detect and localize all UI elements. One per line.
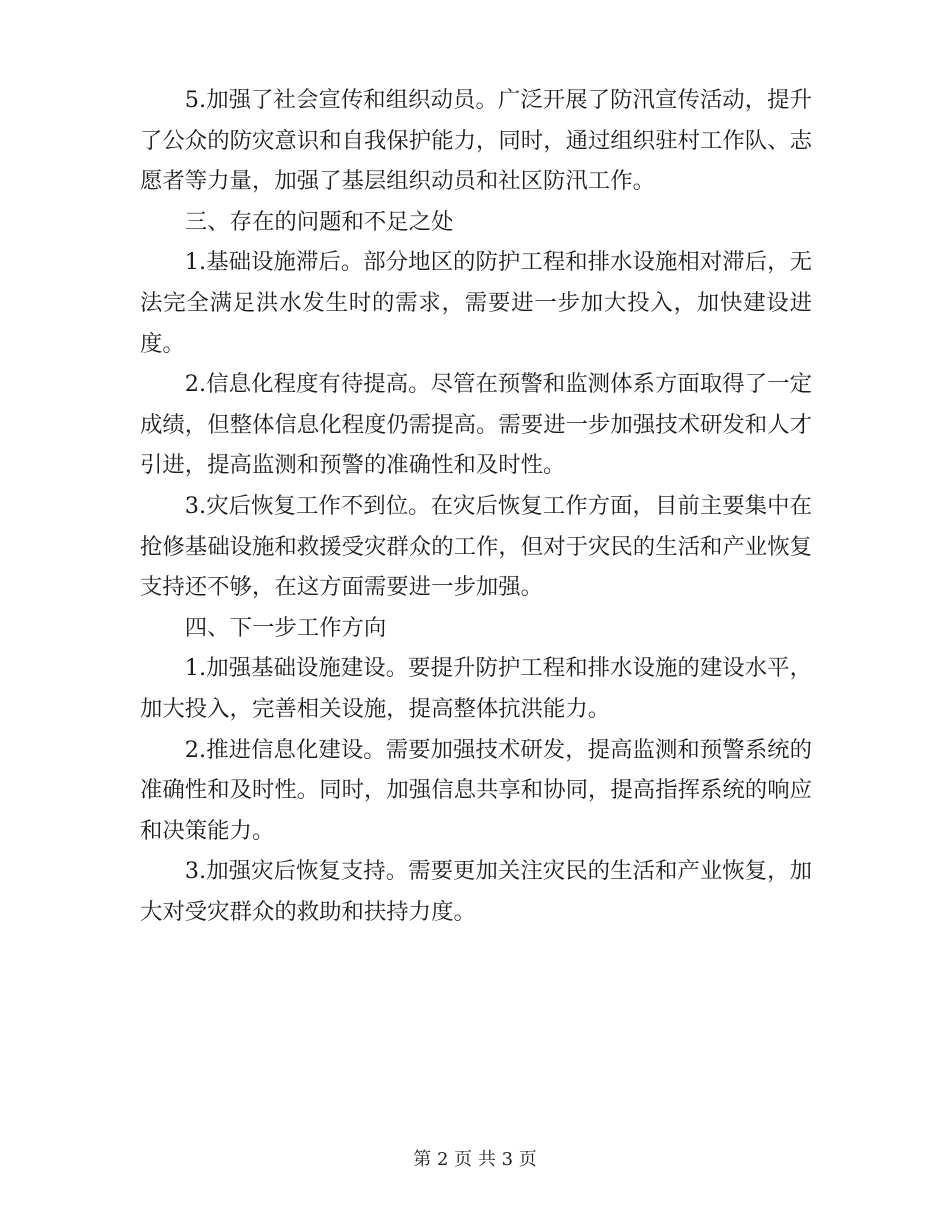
paragraph-publicity: 5.加强了社会宣传和组织动员。广泛开展了防汛宣传活动，提升了公众的防灾意识和自我保护能力，同时，通过组织驻村工作队、志愿者等力量，加强了基层组织动员和社区防汛工作。: [140, 87, 812, 195]
section-heading-problems: 三、存在的问题和不足之处: [184, 208, 454, 235]
paragraph-informatization: 2.信息化程度有待提高。尽管在预警和监测体系方面取得了一定成绩，但整体信息化程度仍需提高。需要进一步加强技术研发和人才引进，提高监测和预警的准确性和及时性。: [140, 371, 812, 479]
document-body: [140, 80, 812, 932]
page-number-footer: 第 2 页 共 3 页: [413, 1149, 537, 1170]
paragraph-recovery-support: 3.加强灾后恢复支持。需要更加关注灾民的生活和产业恢复，加大对受灾群众的救助和扶持力度。: [140, 858, 812, 925]
section-heading-next-steps: 四、下一步工作方向: [184, 614, 387, 641]
paragraph-infrastructure-building: 1.加强基础设施建设。要提升防护工程和排水设施的建设水平，加大投入，完善相关设施，提高整体抗洪能力。: [140, 655, 812, 722]
paragraph-information-construction: 2.推进信息化建设。需要加强技术研发，提高监测和预警系统的准确性和及时性。同时，加强信息共享和协同，提高指挥系统的响应和决策能力。: [140, 736, 812, 844]
paragraph-recovery-shortfall: 3.灾后恢复工作不到位。在灾后恢复工作方面，目前主要集中在抢修基础设施和救援受灾群众的工作，但对于灾民的生活和产业恢复支持还不够，在这方面需要进一步加强。: [140, 492, 812, 601]
paragraph-infrastructure-lag: 1.基础设施滞后。部分地区的防护工程和排水设施相对滞后，无法完全满足洪水发生时的需求，需要进一步加大投入，加快建设进度。: [140, 249, 812, 357]
